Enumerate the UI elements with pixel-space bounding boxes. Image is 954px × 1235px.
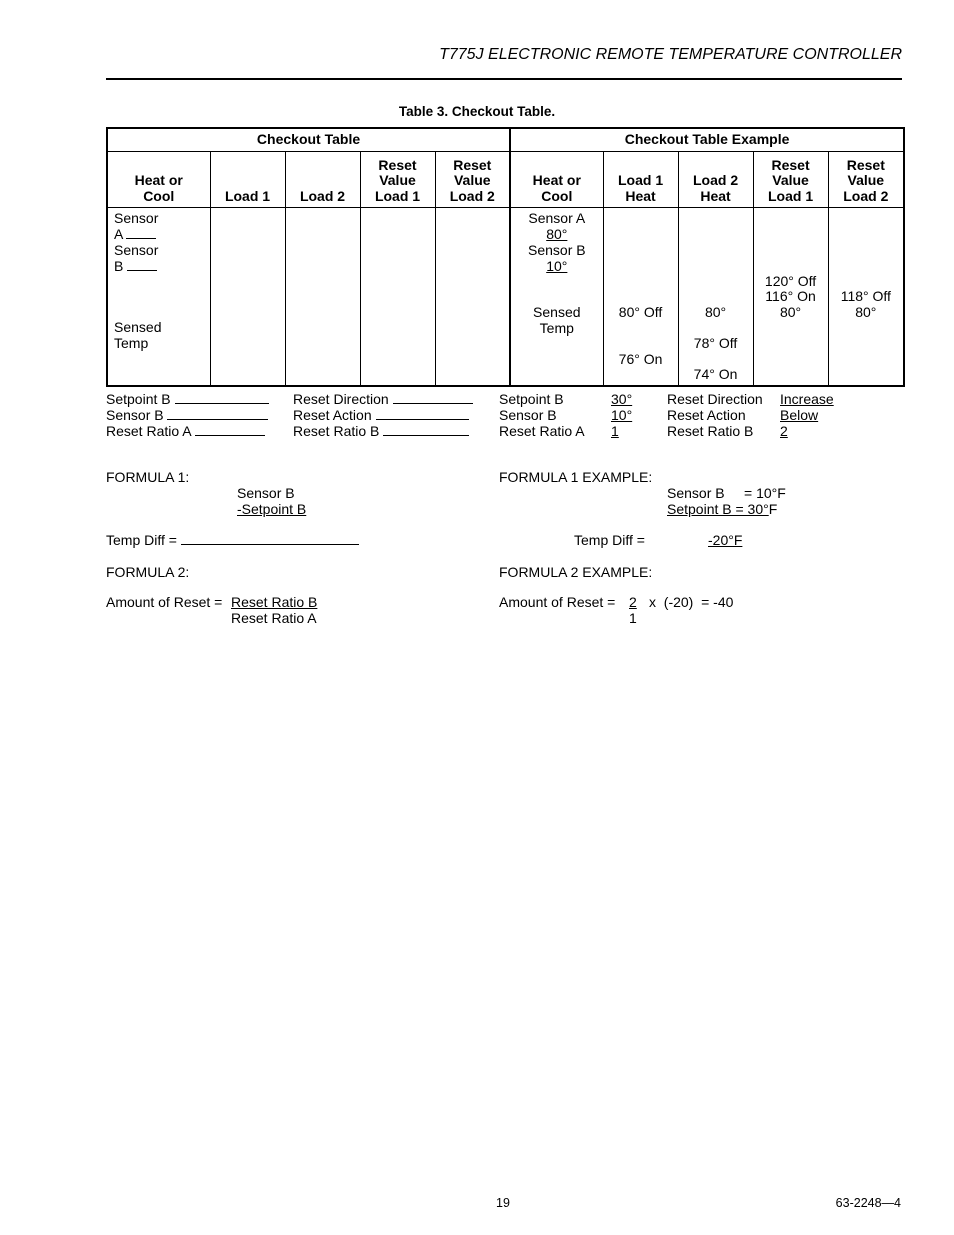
reset-ratio-b-field: Reset Ratio B [293,423,469,439]
cell-reset-value-load2-blank [435,208,510,387]
formula1-title: FORMULA 1: [106,469,190,485]
sensed-label: Sensed [114,319,162,335]
temp-label: Temp [114,335,149,351]
cell-example-reset-value-load1 [753,208,828,387]
example-load1-on: 76° On [618,351,663,367]
formula2-numerator: Reset Ratio B [231,594,318,610]
example-reset-action-value: Below [780,407,819,423]
example-reset-direction-value: Increase [780,391,834,407]
example-reset-action-label: Reset Action [667,407,746,423]
formula1-example-setpoint-b: Setpoint B = 30°F [667,501,778,517]
sensor-a-field: A [114,226,156,242]
group-header-checkout-example: Checkout Table Example [510,128,904,152]
formula1-example-sensor-b: Sensor B = 10°F [667,485,786,501]
example-reset-ratio-a-label: Reset Ratio A [499,423,585,439]
formula1-example-title: FORMULA 1 EXAMPLE: [499,469,653,485]
formula2-title: FORMULA 2: [106,564,190,580]
col-header-reset-value-load1: Reset Value Load 1 [360,152,435,208]
formula2-example-numerator: 2 [629,594,637,610]
reset-ratio-a-field: Reset Ratio A [106,423,265,439]
temp-diff-example-label: Temp Diff = [574,532,645,548]
example-load2-off: 78° Off [693,335,738,351]
example-sensor-b-value: 10° [546,258,568,274]
temp-diff-example-value: -20°F [708,532,743,548]
amount-of-reset-label: Amount of Reset = [106,594,223,610]
reset-direction-field: Reset Direction [293,391,473,407]
cell-example-reset-value-load2 [828,208,904,387]
example-load1-off: 80° Off [618,304,663,320]
example-reset-ratio-b-label: Reset Ratio B [667,423,754,439]
document-header-title: T775J ELECTRONIC REMOTE TEMPERATURE CONTROLLER [439,46,902,63]
col-header-reset-value-load2: Reset Value Load 2 [435,152,510,208]
example-rv2-setpoint: 80° [855,304,877,320]
sensor-b-label: Sensor [114,242,159,258]
sensor-b-field: Sensor B [106,407,268,423]
formula2-example-denominator: 1 [629,610,637,626]
example-setpoint-b-value: 30° [611,391,633,407]
cell-example-load2 [678,208,753,387]
cell-load2-blank [285,208,360,387]
example-sensor-b-label: Sensor B [499,407,557,423]
col-header-example-load2-heat: Load 2 Heat [678,152,753,208]
example-sensed-label: Sensed [533,304,581,320]
col-header-example-reset-value-load1: Reset Value Load 1 [753,152,828,208]
formula1-sensor-b: Sensor B [237,485,295,501]
example-sensor-a-value: 80° [546,226,568,242]
formula1-setpoint-b: -Setpoint B [237,501,307,517]
document-number: 63-2248—4 [835,1196,901,1210]
cell-load1-blank [210,208,285,387]
example-sensor-b: Sensor B [528,242,586,258]
col-header-example-reset-value-load2: Reset Value Load 2 [828,152,904,208]
reset-action-field: Reset Action [293,407,469,423]
col-header-load1: Load 1 [210,152,285,208]
sensor-b-field: B [114,258,157,274]
header-rule [106,78,902,80]
temp-diff-field: Temp Diff = [106,532,359,548]
cell-heat-cool-blank [107,208,210,387]
col-header-example-heat-cool: Heat or Cool [510,152,603,208]
example-reset-ratio-b-value: 2 [780,423,788,439]
cell-example-load1 [603,208,678,387]
col-header-load2: Load 2 [285,152,360,208]
col-header-heat-cool: Heat or Cool [107,152,210,208]
example-sensor-b-value: 10° [611,407,633,423]
cell-example-heat-cool [510,208,603,387]
table-caption: Table 3. Checkout Table. [398,104,556,119]
sensor-a-label: Sensor [114,210,159,226]
example-load2-setpoint: 80° [704,304,727,320]
cell-reset-value-load1-blank [360,208,435,387]
example-rv2-off: 118° Off [840,288,891,304]
formula2-example-result: x (-20) = -40 [649,594,734,610]
page-number: 19 [496,1196,510,1210]
setpoint-b-field: Setpoint B [106,391,269,407]
formula2-denominator: Reset Ratio A [231,610,317,626]
example-temp-label: Temp [539,320,574,336]
checkout-table [106,127,905,387]
example-reset-ratio-a-value: 1 [611,423,619,439]
example-sensor-a: Sensor A [528,210,586,226]
example-rv1-setpoint: 80° [779,304,802,320]
formula2-example-title: FORMULA 2 EXAMPLE: [499,564,653,580]
example-rv1-on: 116° On [765,288,816,304]
group-header-checkout-table: Checkout Table [107,128,510,152]
example-setpoint-b-label: Setpoint B [499,391,564,407]
amount-of-reset-example-label: Amount of Reset = [499,594,616,610]
example-rv1-off: 120° Off [764,273,817,289]
example-load2-on: 74° On [693,366,738,382]
example-reset-direction-label: Reset Direction [667,391,763,407]
col-header-example-load1-heat: Load 1 Heat [603,152,678,208]
